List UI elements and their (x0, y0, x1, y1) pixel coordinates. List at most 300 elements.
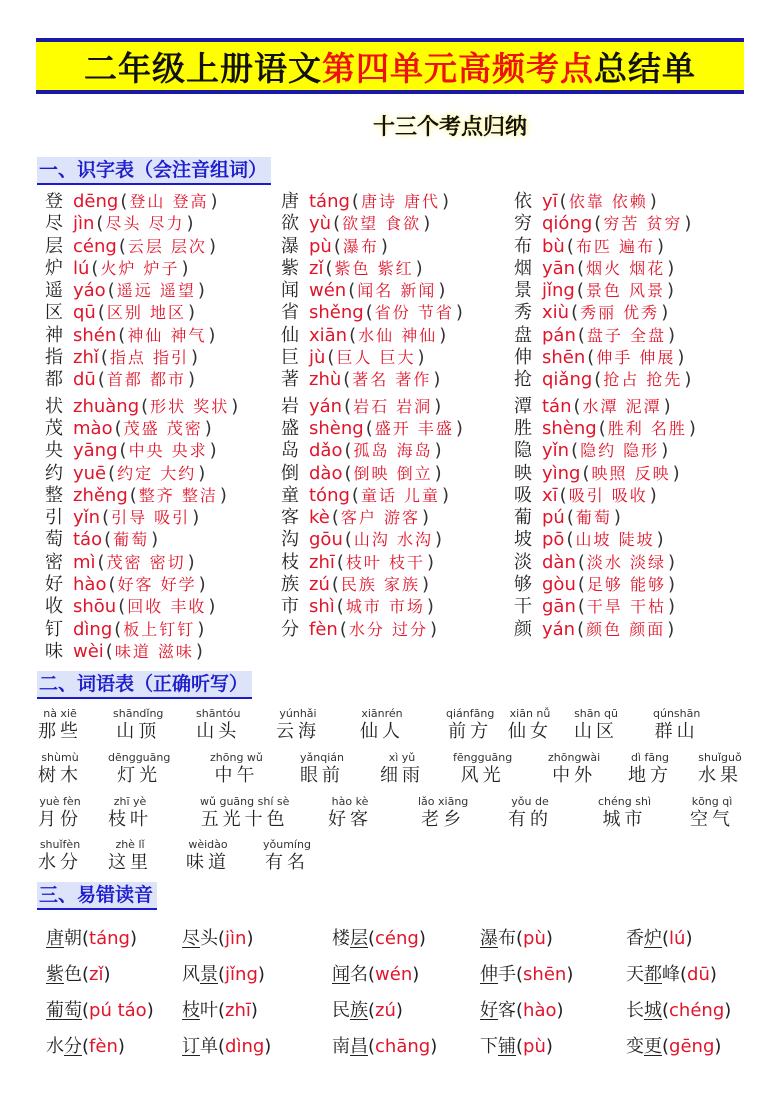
open-paren: ( (344, 395, 352, 417)
char-row (281, 302, 465, 324)
section-heading-1: 一、识字表（会注音组词） (37, 157, 271, 185)
error-item (480, 1032, 553, 1058)
pinyin: céng (73, 235, 117, 257)
close-paren: ) (210, 191, 218, 212)
vocab-item (210, 751, 263, 787)
open-paren: ( (108, 574, 116, 596)
open-paren: ( (571, 302, 579, 324)
close-paren: ) (663, 395, 671, 417)
pinyin: pō (542, 529, 565, 551)
pinyin: yī (542, 191, 558, 212)
word-examples: 城市 市场 (345, 597, 425, 617)
word-examples: 紫色 紫红 (334, 258, 414, 278)
pinyin: táo (73, 529, 103, 551)
pinyin: bù (542, 235, 565, 257)
close-paren: ) (250, 1000, 258, 1021)
word-examples: 盛开 丰盛 (374, 418, 454, 438)
vocab-word: 老乡 (421, 809, 466, 830)
open-paren: ( (82, 1036, 90, 1057)
error-pinyin: chéng (669, 1000, 725, 1021)
character: 盛 (281, 417, 299, 439)
vocab-pinyin: shuǐfèn (39, 838, 81, 851)
char-row (281, 596, 465, 618)
character: 倒 (281, 462, 299, 484)
character: 神 (45, 324, 63, 346)
character: 布 (514, 235, 532, 257)
error-item (46, 960, 111, 986)
pinyin: dǎo (309, 440, 343, 462)
close-paren: ) (195, 640, 203, 662)
vocab-pinyin: xiānrén (361, 707, 403, 720)
close-paren: ) (556, 1000, 564, 1021)
character: 潭 (514, 395, 532, 417)
char-row (45, 641, 240, 663)
word-examples: 云层 层次 (127, 236, 207, 256)
open-paren: ( (97, 302, 105, 324)
vocab-pinyin: shān qū (574, 707, 618, 720)
close-paren: ) (197, 280, 205, 302)
open-paren: ( (368, 1000, 376, 1021)
word-examples: 抢占 抢先 (603, 370, 683, 390)
word-suffix: 叶 (200, 1000, 218, 1021)
open-paren: ( (365, 417, 373, 439)
open-paren: ( (566, 235, 574, 257)
open-paren: ( (516, 1036, 524, 1057)
vocab-word: 灯光 (117, 765, 162, 786)
vocab-pinyin: fēngguāng (453, 751, 513, 764)
error-item (182, 1032, 271, 1058)
open-paren: ( (331, 574, 339, 596)
close-paren: ) (672, 462, 680, 484)
vocab-word: 这里 (108, 852, 152, 873)
word-prefix: 水 (46, 1036, 64, 1057)
close-paren: ) (661, 302, 669, 324)
char-column-3 (514, 191, 698, 641)
error-pinyin: dìng (225, 1036, 265, 1057)
character: 枝 (281, 551, 299, 573)
close-paren: ) (709, 964, 717, 985)
char-row (45, 418, 240, 440)
close-paren: ) (421, 507, 430, 529)
error-pinyin: zhī (225, 1000, 251, 1021)
character: 瀑 (281, 235, 299, 257)
underlined-char: 闻 (332, 964, 350, 985)
close-paren: ) (257, 964, 265, 985)
word-examples: 著名 著作 (352, 370, 432, 390)
character: 层 (45, 235, 63, 257)
word-prefix: 天 (626, 964, 644, 985)
error-pinyin: gēng (669, 1036, 715, 1057)
pinyin: zhěng (73, 484, 128, 506)
open-paren: ( (91, 257, 99, 279)
character: 著 (281, 369, 299, 391)
pinyin: yǐn (73, 507, 101, 529)
vocab-word: 枝叶 (108, 809, 152, 830)
close-paren: ) (426, 596, 434, 618)
open-paren: ( (349, 324, 357, 346)
open-paren: ( (129, 484, 137, 506)
word-examples: 茂密 密切 (106, 552, 186, 572)
word-examples: 伸手 伸展 (596, 348, 676, 368)
open-paren: ( (119, 440, 127, 462)
close-paren: ) (684, 213, 692, 235)
open-paren: ( (577, 618, 585, 640)
open-paren: ( (680, 964, 688, 985)
character: 抢 (514, 369, 532, 391)
vocab-word: 水分 (38, 852, 82, 873)
close-paren: ) (439, 324, 447, 346)
pinyin: xiù (542, 302, 570, 324)
char-row (45, 440, 240, 462)
character: 伸 (514, 347, 532, 369)
open-paren: ( (598, 417, 606, 439)
close-paren: ) (455, 302, 463, 324)
vocab-word: 有名 (264, 852, 309, 873)
vocab-item (574, 707, 618, 743)
vocab-row (38, 795, 748, 839)
character: 岛 (281, 440, 299, 462)
character: 欲 (281, 213, 299, 235)
pinyin: pú (542, 507, 565, 529)
underlined-char: 瀑 (480, 928, 498, 949)
pinyin: hào (73, 574, 107, 596)
error-item (626, 996, 731, 1022)
error-pinyin: wén (375, 964, 413, 985)
section-heading-3: 三、易错读音 (37, 882, 157, 910)
title-part-3: 总结单 (594, 48, 696, 88)
subtitle: 十三个考点归纳 (372, 115, 527, 140)
close-paren: ) (434, 529, 443, 551)
error-row (46, 960, 766, 992)
pinyin: pán (542, 324, 576, 346)
vocab-word: 空气 (690, 809, 734, 830)
char-row (281, 440, 465, 462)
pinyin: mì (73, 551, 96, 573)
open-paren: ( (327, 347, 335, 369)
char-row (514, 396, 698, 418)
pinyin: shèng (309, 417, 364, 439)
error-pinyin: jǐng (225, 964, 258, 985)
vocab-word: 味道 (186, 852, 230, 873)
error-pinyin: shēn (523, 964, 567, 985)
word-examples: 葡萄 (113, 530, 150, 550)
underlined-char: 铺 (498, 1036, 516, 1057)
error-item (480, 924, 553, 950)
pinyin: gòu (542, 574, 576, 596)
char-row (45, 347, 240, 369)
open-paren: ( (331, 507, 339, 529)
character: 沟 (281, 529, 299, 551)
character: 收 (45, 596, 63, 618)
char-row (514, 485, 698, 507)
char-row (281, 325, 465, 347)
title-part-2: 第四单元高频考点 (322, 48, 594, 88)
close-paren: ) (421, 574, 430, 596)
word-examples: 约定 大约 (117, 463, 197, 483)
vocab-pinyin: hào kè (331, 795, 369, 808)
open-paren: ( (118, 596, 126, 618)
vocab-pinyin: shuǐguǒ (698, 751, 742, 764)
word-examples: 倒映 倒立 (353, 463, 433, 483)
word-examples: 火炉 炉子 (100, 258, 180, 278)
open-paren: ( (351, 191, 359, 212)
char-row (45, 574, 240, 596)
character: 好 (45, 574, 63, 596)
vocab-pinyin: qúnshān (653, 707, 701, 720)
close-paren: ) (151, 529, 159, 551)
char-row (514, 418, 698, 440)
open-paren: ( (114, 417, 122, 439)
open-paren: ( (107, 280, 115, 302)
character: 闻 (281, 280, 299, 302)
close-paren: ) (395, 1000, 403, 1021)
error-item (332, 960, 419, 986)
close-paren: ) (417, 347, 425, 369)
char-row (514, 552, 698, 574)
title-part-1: 二年级上册语文 (84, 48, 322, 88)
pinyin: tóng (309, 484, 350, 506)
word-examples: 中央 央求 (128, 441, 208, 461)
vocab-pinyin: zhī yè (113, 795, 147, 808)
char-row (281, 418, 465, 440)
close-paren: ) (209, 440, 217, 462)
close-paren: ) (656, 235, 664, 257)
pinyin: pù (309, 235, 332, 257)
character: 烟 (514, 257, 532, 279)
close-paren: ) (187, 551, 195, 573)
open-paren: ( (587, 347, 595, 369)
word-examples: 整齐 整洁 (138, 485, 218, 505)
pinyin: jǐng (542, 280, 575, 302)
close-paren: ) (264, 1036, 272, 1057)
underlined-char: 枝 (182, 1000, 200, 1021)
open-paren: ( (348, 280, 356, 302)
open-paren: ( (368, 928, 376, 949)
word-examples: 景色 风景 (585, 281, 665, 301)
pinyin: dū (73, 369, 96, 391)
open-paren: ( (368, 964, 376, 985)
close-paren: ) (668, 551, 676, 573)
vocab-row (38, 838, 748, 882)
word-examples: 首都 都市 (106, 370, 186, 390)
character: 胜 (514, 417, 532, 439)
pinyin: shēn (542, 347, 586, 369)
open-paren: ( (344, 462, 352, 484)
pinyin: shì (309, 596, 335, 618)
open-paren: ( (333, 235, 341, 257)
character: 遥 (45, 280, 63, 302)
pinyin: xī (542, 484, 558, 506)
word-prefix: 楼 (332, 928, 350, 949)
error-item (182, 996, 258, 1022)
word-suffix: 名 (350, 964, 368, 985)
word-examples: 唐诗 唐代 (360, 192, 441, 211)
word-examples: 水仙 神仙 (358, 325, 438, 345)
open-paren: ( (577, 596, 585, 618)
character: 盘 (514, 324, 532, 346)
vocab-word: 云海 (276, 721, 320, 742)
open-paren: ( (577, 551, 585, 573)
close-paren: ) (146, 1000, 154, 1021)
word-examples: 指点 指引 (109, 348, 189, 368)
close-paren: ) (418, 928, 426, 949)
word-prefix: 民 (332, 1000, 350, 1021)
character: 钉 (45, 618, 63, 640)
close-paren: ) (545, 1036, 553, 1057)
close-paren: ) (649, 191, 657, 212)
word-examples: 岩石 岩洞 (353, 396, 433, 416)
vocab-row (38, 707, 748, 751)
char-row (281, 396, 465, 418)
vocab-word: 山区 (574, 721, 618, 742)
word-examples: 尽头 尽力 (105, 214, 185, 234)
character: 淡 (514, 551, 532, 573)
open-paren: ( (141, 395, 149, 417)
open-paren: ( (104, 529, 112, 551)
vocab-item (598, 795, 651, 831)
pinyin: qiǎng (542, 369, 593, 391)
character: 都 (45, 369, 63, 391)
underlined-char: 订 (182, 1036, 200, 1057)
character: 引 (45, 507, 63, 529)
character: 尽 (45, 213, 63, 235)
character: 颜 (514, 618, 532, 640)
close-paren: ) (412, 964, 420, 985)
char-row (45, 485, 240, 507)
open-paren: ( (108, 462, 116, 484)
vocab-word: 细雨 (380, 765, 424, 786)
open-paren: ( (662, 928, 670, 949)
char-row (45, 302, 240, 324)
open-paren: ( (97, 369, 105, 391)
word-suffix: 布 (498, 928, 516, 949)
close-paren: ) (129, 928, 137, 949)
word-examples: 颜色 颜面 (586, 619, 666, 639)
close-paren: ) (667, 257, 675, 279)
open-paren: ( (82, 964, 90, 985)
vocab-word: 中午 (214, 765, 259, 786)
char-row (514, 507, 698, 529)
open-paren: ( (82, 928, 90, 949)
char-row (514, 302, 698, 324)
pinyin: yán (542, 618, 576, 640)
char-row (514, 463, 698, 485)
char-row (514, 529, 698, 551)
char-row (281, 236, 465, 258)
close-paren: ) (187, 302, 195, 324)
open-paren: ( (218, 1000, 226, 1021)
vocab-pinyin: qiánfāng (446, 707, 495, 720)
close-paren: ) (186, 213, 194, 235)
char-row (514, 369, 698, 391)
pinyin: yuē (73, 462, 107, 484)
character: 秀 (514, 302, 532, 324)
vocab-pinyin: yǒumíng (263, 838, 311, 851)
character: 巨 (281, 347, 299, 369)
error-item (182, 924, 253, 950)
word-suffix: 峰 (662, 964, 680, 985)
character: 映 (514, 462, 532, 484)
char-row (45, 619, 240, 641)
error-item (626, 1032, 721, 1058)
error-row (46, 1032, 766, 1064)
close-paren: ) (685, 928, 693, 949)
underlined-char: 层 (350, 928, 368, 949)
open-paren: ( (577, 574, 585, 596)
vocab-word: 五光十色 (200, 809, 289, 830)
close-paren: ) (208, 324, 216, 346)
word-examples: 茂盛 茂密 (123, 418, 203, 438)
pinyin: yǐn (542, 440, 570, 462)
open-paren: ( (97, 551, 105, 573)
vocab-pinyin: yǒu de (511, 795, 549, 808)
pinyin: gān (542, 596, 576, 618)
close-paren: ) (667, 618, 675, 640)
character: 族 (281, 574, 299, 596)
error-item (626, 924, 692, 950)
char-row (45, 552, 240, 574)
close-paren: ) (190, 347, 199, 369)
char-row (514, 440, 698, 462)
error-item (480, 996, 564, 1022)
word-examples: 孤岛 海岛 (353, 441, 433, 461)
error-pinyin: dū (687, 964, 710, 985)
open-paren: ( (336, 551, 344, 573)
vocab-word: 中外 (552, 765, 597, 786)
open-paren: ( (516, 964, 524, 985)
vocab-item (108, 751, 170, 787)
open-paren: ( (96, 213, 104, 235)
char-row (514, 258, 698, 280)
open-paren: ( (344, 529, 352, 551)
error-item (332, 996, 403, 1022)
word-suffix: 色 (64, 964, 82, 985)
vocab-item (38, 707, 82, 743)
word-examples: 隐约 隐形 (580, 441, 660, 461)
pinyin: qióng (542, 213, 593, 235)
close-paren: ) (688, 417, 696, 439)
section-heading-2: 二、词语表（正确听写） (37, 671, 252, 699)
close-paren: ) (219, 484, 227, 506)
character: 坡 (514, 529, 532, 551)
word-examples: 依靠 依赖 (568, 192, 648, 211)
vocab-pinyin: shùmù (41, 751, 79, 764)
underlined-char: 炉 (644, 928, 662, 949)
error-item (46, 996, 154, 1022)
vocab-item (263, 838, 311, 874)
pinyin: qū (73, 302, 96, 324)
open-paren: ( (577, 257, 585, 279)
word-examples: 映照 反映 (591, 463, 671, 483)
vocab-item (453, 751, 512, 787)
vocab-item (38, 751, 82, 787)
vocab-item (446, 707, 494, 743)
vocab-pinyin: yúnhǎi (279, 707, 317, 720)
open-paren: ( (100, 347, 108, 369)
close-paren: ) (649, 484, 657, 506)
close-paren: ) (198, 574, 206, 596)
open-paren: ( (516, 928, 524, 949)
open-paren: ( (571, 440, 579, 462)
close-paren: ) (192, 507, 200, 529)
character: 吸 (514, 484, 532, 506)
close-paren: ) (423, 213, 431, 235)
underlined-char: 景 (200, 964, 218, 985)
error-pinyin: jìn (225, 928, 247, 949)
error-pinyin: céng (375, 928, 419, 949)
pinyin: tán (542, 395, 572, 417)
title-banner (36, 38, 744, 94)
